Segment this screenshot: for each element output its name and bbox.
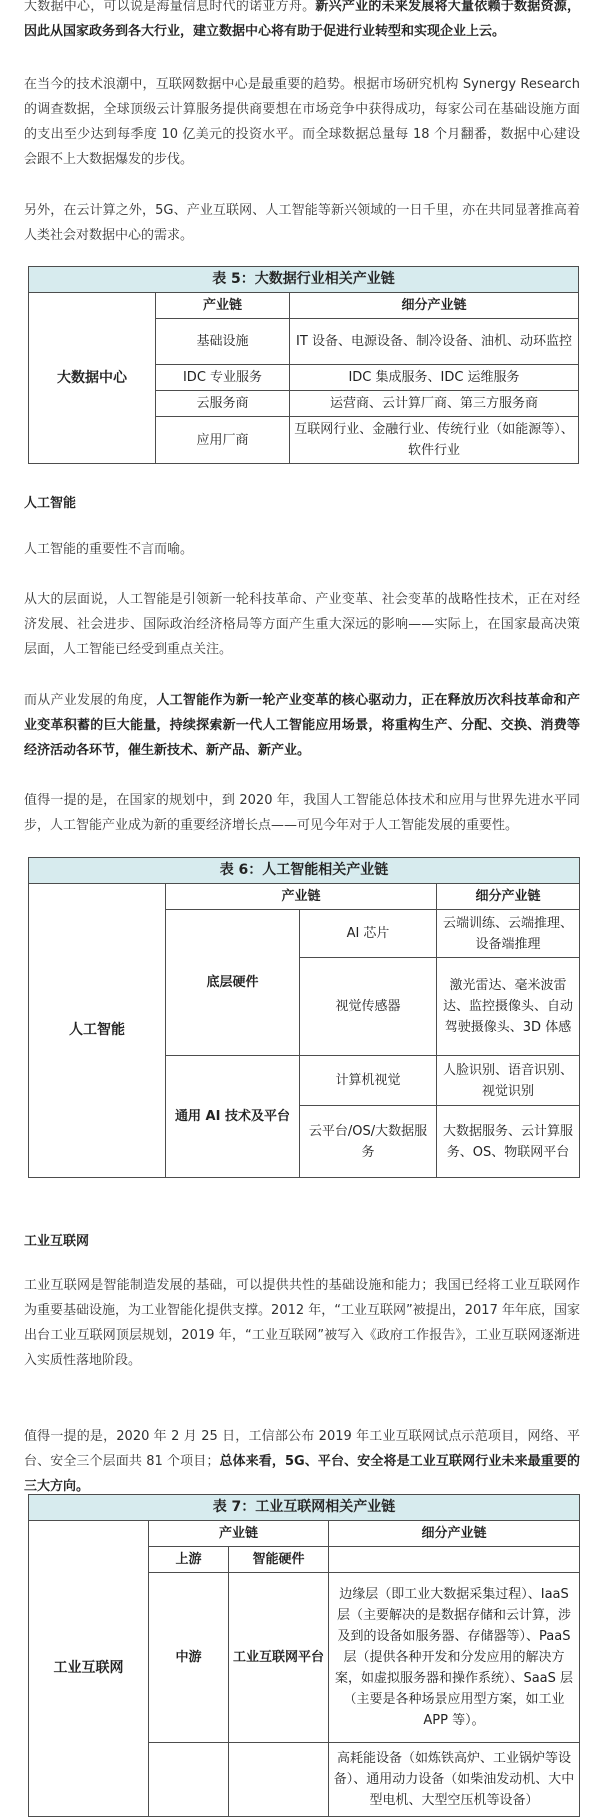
- ai-heading: 人工智能: [24, 496, 77, 511]
- intro-paragraph-3: 另外，在云计算之外，5G、产业互联网、人工智能等新兴领域的一日千里，亦在共同显著推高着人类社会对数据中心的需求。: [24, 203, 580, 243]
- ai-paragraph-3: 而从产业发展的角度，人工智能作为新一轮产业变革的核心驱动力，正在释放历次科技革命和产业变革积蓄的巨大能量，持续探索新一代人工智能应用场景，将重构生产、分配、交换、消费等经济活动各环节，催生新技术、新产品、新产业。: [24, 693, 580, 758]
- ai-paragraph-2: 从大的层面说，人工智能是引领新一轮科技革命、产业变革、社会变革的战略性技术，正在对经济发展、社会进步、国际政治经济格局等方面产生重大深远的影响——实际上，在国家最高决策层面，人工智能已经受到重点关注。: [24, 592, 580, 657]
- table-6-category: 人工智能: [29, 884, 166, 1178]
- table-7-category: 工业互联网: [29, 1521, 149, 1817]
- table-5-sub: IT 设备、电源设备、制冷设备、油机、动环监控: [290, 319, 579, 365]
- table-5-header-sub: 细分产业链: [290, 293, 579, 319]
- table-7-upstream: 上游: [149, 1547, 229, 1573]
- table-6-sub: 云端训练、云端推理、设备端推理: [437, 910, 580, 958]
- table-7-midstream: 中游: [149, 1573, 229, 1743]
- table-5-sub: 互联网行业、金融行业、传统行业（如能源等）、软件行业: [290, 417, 579, 464]
- table-7-upstream-item: 智能硬件: [229, 1547, 329, 1573]
- table-6-sub: 大数据服务、云计算服务、OS、物联网平台: [437, 1106, 580, 1178]
- table-7-midstream-item: 工业互联网平台: [229, 1573, 329, 1743]
- iiot-paragraph-1: 工业互联网是智能制造发展的基础，可以提供共性的基础设施和能力；我国已经将工业互联网作为重要基础设施，为工业智能化提供支撑。2012 年，“工业互联网”被提出，2017 年年底，国家出台工业互联网顶层规划，2019 年，“工业互联网”被写入《政府工作报告》，工业互联网逐渐进入实质性落地阶段。: [24, 1278, 580, 1368]
- table-7-next-item: [229, 1743, 329, 1817]
- table-6-sub: 人脸识别、语音识别、视觉识别: [437, 1056, 580, 1106]
- table-5-sub: IDC 集成服务、IDC 运维服务: [290, 365, 579, 391]
- table-7-midstream-sub: 边缘层（即工业大数据采集过程）、IaaS 层（主要解决的是数据存储和云计算，涉及到的设备如服务器、存储器等）、PaaS 层（提供各种开发和分发应用的解决方案，如虚拟服务器和操作系统）、SaaS 层（主要是各种场景应用型方案，如工业 APP 等）。: [329, 1573, 580, 1743]
- ai-paragraph-1: 人工智能的重要性不言而喻。: [24, 542, 194, 557]
- table-6-sub: 激光雷达、毫米波雷达、监控摄像头、自动驾驶摄像头、3D 体感: [437, 958, 580, 1056]
- table-5-header-chain: 产业链: [156, 293, 290, 319]
- table-6-header-chain: 产业链: [166, 884, 437, 910]
- table-7-header-chain: 产业链: [149, 1521, 329, 1547]
- table-5-chain: 基础设施: [156, 319, 290, 365]
- table-5: [28, 266, 579, 464]
- table-6-chain: AI 芯片: [300, 910, 437, 958]
- table-7-next-sub: 高耗能设备（如炼铁高炉、工业锅炉等设备）、通用动力设备（如柴油发动机、大中型电机、大型空压机等设备）: [329, 1743, 580, 1817]
- intro-paragraph-1: 大数据中心，可以说是海量信息时代的诺亚方舟。新兴产业的未来发展将大量依赖于数据资源，因此从国家政务到各大行业，建立数据中心将有助于促进行业转型和实现企业上云。: [24, 0, 580, 39]
- table-6-chain: 云平台/OS/大数据服务: [300, 1106, 437, 1178]
- table-5-title: 表 5：大数据行业相关产业链: [29, 267, 579, 293]
- table-6-title: 表 6：人工智能相关产业链: [29, 858, 580, 884]
- table-5-chain: IDC 专业服务: [156, 365, 290, 391]
- table-5-sub: 运营商、云计算厂商、第三方服务商: [290, 391, 579, 417]
- table-7-header-sub: 细分产业链: [329, 1521, 580, 1547]
- table-6: [28, 857, 580, 1178]
- table-7-next-stream: [149, 1743, 229, 1817]
- table-5-chain: 云服务商: [156, 391, 290, 417]
- table-6-chain: 计算机视觉: [300, 1056, 437, 1106]
- table-6-header-sub: 细分产业链: [437, 884, 580, 910]
- iiot-paragraph-2: 值得一提的是，2020 年 2 月 25 日，工信部公布 2019 年工业互联网试点示范项目，网络、平台、安全三个层面共 81 个项目；总体来看，5G、平台、安全将是工业互联网行业未来最重要的三大方向。: [24, 1429, 581, 1494]
- ai-paragraph-4: 值得一提的是，在国家的规划中，到 2020 年，我国人工智能总体技术和应用与世界先进水平同步，人工智能产业成为新的重要经济增长点——可见今年对于人工智能发展的重要性。: [24, 793, 580, 833]
- table-7: [28, 1494, 580, 1817]
- table-5-chain: 应用厂商: [156, 417, 290, 464]
- intro-paragraph-2: 在当今的技术浪潮中，互联网数据中心是最重要的趋势。根据市场研究机构 Synergy Research 的调查数据，全球顶级云计算服务提供商要想在市场竞争中获得成功，每家公司在基础设施方面的支出至少达到每季度 10 亿美元的投资水平。而全球数据总量每 18 个月翻番，数据中心建设会跟不上大数据爆发的步伐。: [24, 77, 580, 167]
- table-6-group: 通用 AI 技术及平台: [166, 1056, 300, 1178]
- table-5-category: 大数据中心: [29, 293, 156, 464]
- table-7-upstream-sub: [329, 1547, 580, 1573]
- table-6-group: 底层硬件: [166, 910, 300, 1056]
- table-6-chain: 视觉传感器: [300, 958, 437, 1056]
- table-7-title: 表 7：工业互联网相关产业链: [29, 1495, 580, 1521]
- iiot-heading: 工业互联网: [24, 1234, 90, 1249]
